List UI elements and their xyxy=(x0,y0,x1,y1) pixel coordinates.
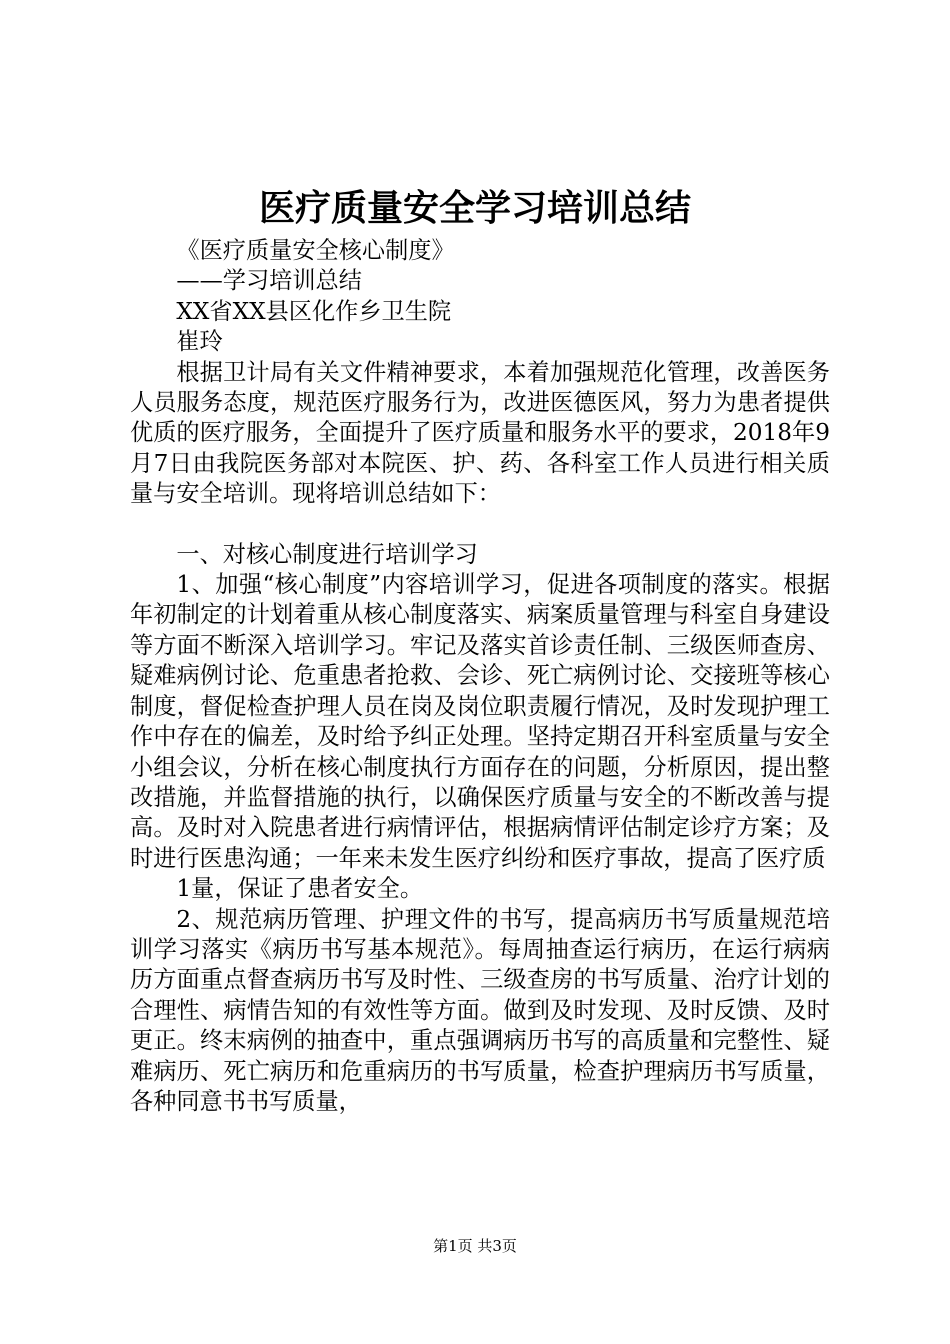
paragraph-medical-records: 2、规范病历管理、护理文件的书写，提高病历书写质量规范培训学习落实《病历书写基本规范》。每周抽查运行病历，在运行病病历方面重点督查病历书写及时性、三级查房的书写质量、治疗计划的合理性、病情告知的有效性等方面。做到及时发现、及时反馈、及时更正。终末病例的抽查中，重点强调病历书写的高质量和完整性、疑难病历、死亡病历和危重病历的书写质量，检查护理病历书写质量，各种同意书书写质量， xyxy=(130,905,830,1115)
head-line-subtitle: ——学习培训总结 xyxy=(176,267,362,295)
paragraph-core-system-continued: 1量，保证了患者安全。 xyxy=(176,875,424,903)
paragraph-core-system: 1、加强“核心制度”内容培训学习，促进各项制度的落实。根据年初制定的计划着重从核心制度落实、病案质量管理与科室自身建设等方面不断深入培训学习。牢记及落实首诊责任制、三级医师查房、疑难病例讨论、危重患者抢救、会诊、死亡病例讨论、交接班等核心制度，督促检查护理人员在岗及岗位职责履行情况，及时发现护理工作中存在的偏差，及时给予纠正处理。坚持定期召开科室质量与安全小组会议，分析在核心制度执行方面存在的问题，分析原因，提出整改措施，并监督措施的执行，以确保医疗质量与安全的不断改善与提高。及时对入院患者进行病情评估，根据病情评估制定诊疗方案；及时进行医患沟通；一年来未发生医疗纠纷和医疗事故，提高了医疗质 xyxy=(130,571,830,872)
section-heading: 一、对核心制度进行培训学习 xyxy=(176,540,478,568)
page-number: 第1页 共3页 xyxy=(433,1237,517,1255)
intro-paragraph: 根据卫计局有关文件精神要求，本着加强规范化管理，改善医务人员服务态度，规范医疗服务行为，改进医德医风，努力为患者提供优质的医疗服务，全面提升了医疗质量和服务水平的要求，2018年9月7日由我院医务部对本院医、护、药、各科室工作人员进行相关质量与安全培训。现将培训总结如下： xyxy=(130,358,830,508)
document-body xyxy=(130,236,830,1117)
head-line-regulation: 《医疗质量安全核心制度》 xyxy=(176,237,455,264)
document-title: 医疗质量安全学习培训总结 xyxy=(258,187,691,229)
head-line-organization: XX省XX县区化作乡卫生院 xyxy=(176,297,452,325)
head-line-author: 崔玲 xyxy=(176,328,223,356)
